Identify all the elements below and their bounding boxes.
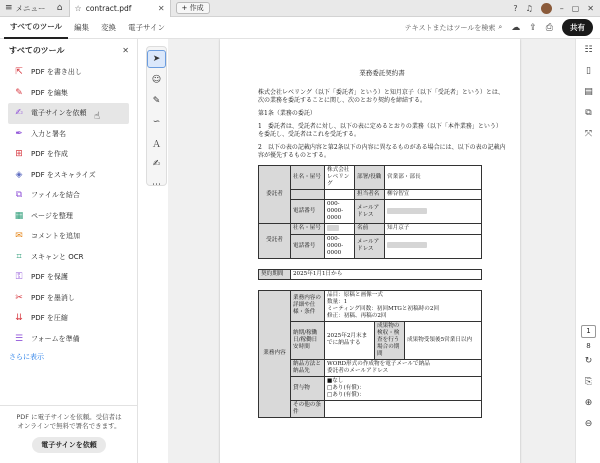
search-icon: ⌕ (498, 23, 503, 31)
deadline-label: 納期/稼働日/稼働日安時間 (291, 321, 325, 359)
prepare-form-icon: ☰ (14, 333, 24, 344)
tool-item-edit-pdf[interactable] (0, 83, 137, 104)
zoom-out-icon[interactable]: ⊖ (584, 418, 593, 429)
panel-footer (0, 405, 138, 463)
text-tool-icon[interactable]: Ａ (151, 139, 161, 150)
client-mail-value (385, 200, 482, 224)
contractor-mail-label: メールアドレス (355, 234, 385, 258)
minimize-icon[interactable]: – (559, 3, 564, 13)
client-phone-label: 電話番号 (291, 200, 325, 224)
period-value: 2025年1月1日から (291, 269, 482, 279)
tool-label: 入力と署名 (31, 129, 66, 138)
client-person-value: 柳谷智宣 (385, 190, 482, 200)
supply-line-1: ■なし (327, 377, 344, 384)
home-icon[interactable]: ⌂ (56, 3, 63, 13)
close-window-icon[interactable]: ✕ (587, 3, 594, 13)
close-tab-icon[interactable]: ✕ (157, 3, 165, 13)
tool-label: PDF を保護 (31, 273, 68, 282)
total-pages: 8 (586, 342, 591, 350)
attachments-icon[interactable]: ⧉ (585, 107, 592, 118)
client-company-value: 株式会社レベリング (325, 166, 355, 190)
contractor-phone-label: 電話番号 (291, 234, 325, 258)
work-table (258, 290, 482, 418)
redact-pdf-icon: ✂ (15, 292, 23, 303)
contractor-name-label: 名前 (355, 224, 385, 235)
period-label: 契約期間 (259, 269, 291, 279)
tab-title: contract.pdf (85, 3, 132, 13)
supply-label: 貸与物 (291, 376, 325, 400)
comments-panel-icon[interactable]: ☷ (584, 44, 593, 55)
comment-icon: ✉ (15, 231, 23, 242)
organize-pages-icon: ▦ (14, 210, 24, 221)
tab-edit[interactable]: 編集 (74, 23, 90, 32)
stylize-pdf-icon: ◈ (15, 169, 23, 180)
doc-article-1: 第1条（業務の委託） (258, 110, 316, 117)
save-page-icon[interactable]: ⎘ (584, 376, 593, 387)
tool-label: PDF を圧縮 (31, 314, 68, 323)
draw-tool-icon[interactable]: ∽ (152, 117, 161, 127)
bell-icon[interactable]: ♫ (525, 3, 533, 13)
bookmark-icon[interactable]: ▯ (586, 65, 591, 76)
doc-clause-2: 2 以下の表の記載内容と第2条以下の内容に異なるものがある場合には、以下の表の記載内容が優先するものとする。 (258, 144, 506, 159)
period-table (258, 269, 482, 280)
tool-label: PDF を編集 (31, 88, 68, 97)
client-dept-value: 営業部・部長 (385, 166, 482, 190)
more-tools-icon[interactable]: ⋯ (152, 180, 161, 190)
tool-label: ファイルを結合 (31, 191, 80, 200)
refresh-icon[interactable]: ↻ (584, 355, 593, 366)
tab-convert[interactable]: 変換 (101, 23, 117, 32)
contractor-header: 受託者 (259, 224, 291, 259)
help-icon[interactable]: ? (513, 3, 518, 13)
acceptance-value: 成果物受領後5営業日以内 (405, 321, 482, 359)
right-rail (575, 39, 600, 463)
fill-sign-icon: ✒ (15, 128, 23, 139)
tool-list (0, 62, 137, 349)
tool-item-export-pdf[interactable] (0, 62, 137, 83)
tool-label: PDF を墨消し (31, 293, 75, 302)
detail-line-3: ミーティング回数：初回MTGと初稿時の2回 (327, 305, 440, 312)
tool-label: コメントを追加 (31, 232, 80, 241)
client-dept-label: 部署/役職 (355, 166, 385, 190)
select-tool-icon[interactable]: ➤ (147, 50, 166, 68)
detail-line-2: 数量：1 (327, 298, 348, 305)
tool-item-scan-ocr[interactable] (0, 247, 137, 268)
contractor-name-value: 知月京子 (385, 224, 482, 235)
create-pdf-icon: ⊞ (15, 149, 23, 160)
tool-item-request-esign[interactable] (8, 103, 129, 124)
all-tools-panel (0, 39, 138, 463)
star-icon[interactable]: ☆ (74, 3, 82, 13)
main-toolbar (0, 17, 600, 39)
client-phone-value: 000-0000-0000 (325, 200, 355, 224)
client-mail-label: メールアドレス (355, 200, 385, 224)
contractor-company-label: 社名・屋号 (291, 224, 325, 235)
request-esign-button[interactable]: 電子サインを依頼 (32, 437, 106, 453)
tool-item-comment[interactable] (0, 226, 137, 247)
combine-files-icon: ⧉ (15, 190, 23, 201)
detail-line-4: 修正：初稿、再稿の2回 (327, 312, 387, 319)
tool-item-redact-pdf[interactable] (0, 288, 137, 309)
protect-pdf-icon: ⚿ (15, 272, 23, 283)
show-more-link[interactable]: さらに表示 (9, 353, 44, 361)
sign-tool-icon[interactable]: ✍ (152, 159, 161, 169)
ai-assistant-icon[interactable]: ☁ (511, 22, 521, 33)
client-company-cont (291, 190, 325, 200)
request-esign-icon: ✍ (15, 108, 23, 119)
deadline-value: 2025年2月末までに納品する (325, 321, 375, 359)
layers-icon[interactable]: ⤧ (584, 128, 593, 139)
close-panel-icon[interactable]: ✕ (122, 46, 129, 55)
create-button[interactable]: + 作成 (176, 2, 210, 14)
tool-label: PDF をスキャライズ (31, 170, 96, 179)
zoom-in-icon[interactable]: ⊕ (584, 397, 593, 408)
tool-item-compress-pdf[interactable] (0, 308, 137, 329)
tool-item-stylize-pdf[interactable] (0, 165, 137, 186)
tool-label: 電子サインを依頼 (31, 109, 87, 118)
work-section-header: 業務内容 (259, 290, 291, 417)
client-company-cont-value (325, 190, 355, 200)
tool-label: スキャンと OCR (31, 252, 84, 261)
redacted-email (387, 208, 427, 214)
document-viewer[interactable] (168, 39, 575, 463)
delivery-line-2: 委託者のメールアドレス (327, 367, 389, 374)
supply-line-2: □あり(有償)： (327, 384, 365, 391)
main-menu-button[interactable] (0, 0, 51, 17)
hand-cursor-icon: ☝ (94, 111, 101, 122)
share-button[interactable]: 共有 (562, 19, 593, 36)
contractor-phone-value: 000-0000-0000 (325, 234, 355, 258)
parties-table (258, 165, 482, 259)
export-pdf-icon: ⇱ (15, 67, 23, 78)
doc-clause-1: 1 委託者は、受託者に対し、以下の表に定めるとおりの業務（以下「本件業務」という）を委託し、受託者はこれを受託する。 (258, 123, 502, 138)
other-value (325, 400, 482, 417)
scan-ocr-icon: ⌗ (16, 251, 22, 262)
tool-item-prepare-form[interactable] (0, 329, 137, 350)
comment-tool-icon[interactable]: ☺ (151, 75, 162, 85)
tool-search[interactable] (405, 23, 503, 33)
search-placeholder: テキストまたはツールを検索 (404, 23, 496, 32)
tool-label: フォームを準備 (31, 334, 80, 343)
thumbnails-icon[interactable]: ▤ (584, 86, 593, 97)
acceptance-label: 成果物の検収・検査を行う場合の期間 (375, 321, 405, 359)
tool-item-create-pdf[interactable] (0, 144, 137, 165)
edit-pdf-icon: ✎ (15, 87, 23, 98)
client-person-label: 担当者名 (355, 190, 385, 200)
avatar[interactable] (541, 3, 552, 14)
tool-label: PDF を作成 (31, 150, 68, 159)
panel-title: すべてのツール (9, 46, 65, 55)
tool-label: ページを整理 (31, 211, 73, 220)
tool-item-protect-pdf[interactable] (0, 267, 137, 288)
delivery-value (325, 359, 482, 376)
doc-intro: 株式会社レベリング（以下「委託者」という）と知月京子（以下「受託者」という）とは、次の業務を委託することに関し、次のとおり契約を締結する。 (258, 89, 504, 104)
tool-label: PDF を書き出し (31, 68, 82, 77)
document-tab[interactable] (69, 0, 171, 17)
current-page-input[interactable]: 1 (581, 325, 596, 338)
client-header: 委託者 (259, 166, 291, 224)
tab-all-tools[interactable]: すべてのツール (4, 17, 68, 39)
tool-item-combine-files[interactable] (0, 185, 137, 206)
redacted-company (327, 225, 339, 231)
upload-icon[interactable]: ⇪ (529, 22, 537, 33)
contractor-company-value (325, 224, 355, 235)
print-icon[interactable]: ⎙ (545, 22, 553, 33)
highlight-tool-icon[interactable]: ✎ (152, 96, 161, 106)
tool-item-fill-sign[interactable] (0, 124, 137, 145)
client-company-label: 社名・屋号 (291, 166, 325, 190)
title-bar (0, 0, 600, 17)
tab-esign[interactable]: 電子サイン (128, 23, 166, 32)
other-label: その他の条件 (291, 400, 325, 417)
redacted-email (387, 242, 427, 248)
hamburger-icon: ≡ (5, 3, 13, 13)
delivery-line-1: WORD形式の作成物を電子メールで納品 (327, 360, 430, 367)
detail-line-1: 品目：原稿と画像一式 (327, 291, 383, 298)
footer-text-line-2: オンラインで無料で署名できます。 (17, 422, 121, 430)
quick-tools-bar (146, 46, 167, 190)
contractor-mail-value (385, 234, 482, 258)
doc-title: 業務委託契約書 (359, 69, 405, 77)
maximize-icon[interactable]: ▢ (571, 3, 580, 13)
delivery-label: 納品方法と納品先 (291, 359, 325, 376)
document-page (220, 39, 520, 463)
detail-value (325, 290, 482, 321)
menu-label: メニュー (15, 3, 46, 13)
supply-line-3: □あり(有償)： (327, 391, 365, 398)
compress-pdf-icon: ⇊ (15, 313, 23, 324)
tool-item-organize-pages[interactable] (0, 206, 137, 227)
supply-value (325, 376, 482, 400)
footer-text-line-1: PDF に電子サインを依頼。受信者は (16, 413, 122, 421)
detail-label: 業務内容の詳細や仕様・条件 (291, 290, 325, 321)
